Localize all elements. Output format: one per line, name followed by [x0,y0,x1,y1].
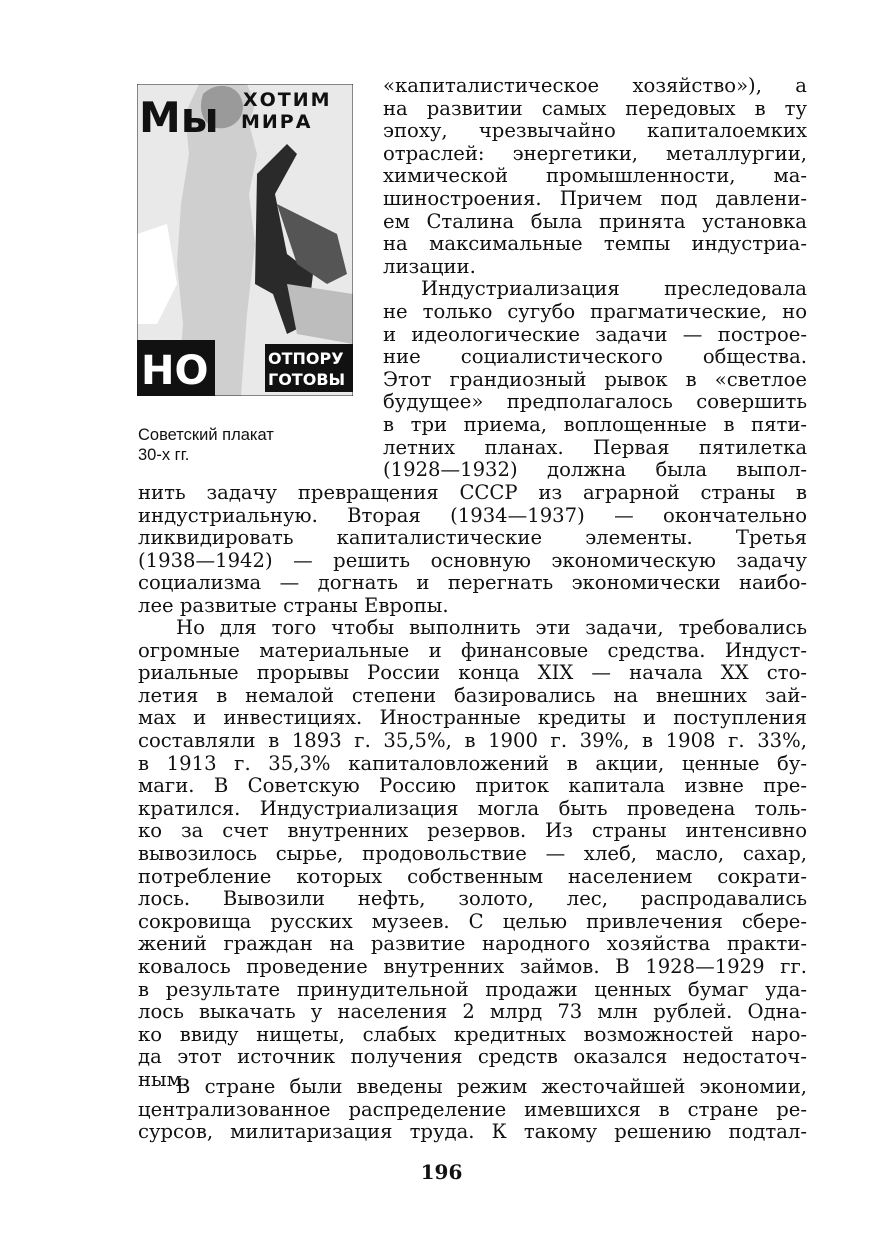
text-line: лизации. [383,255,476,278]
text-line: летних планах. Первая пятилетка [383,436,807,459]
full-width-text-3 [138,1076,807,1144]
text-line: не только сугубо прагматические, но [383,300,807,323]
text-line: Но для того чтобы выполнить эти задачи, требовались [176,617,807,639]
text-line: ко ввиду нищеты, слабых кредитных возможностей наро- [138,1023,807,1046]
text-line: сокровища русских музеев. С целью привлечения сбере- [138,910,807,933]
poster-text-my: Мы [139,93,219,142]
text-line: потребление которых собственным населением сократи- [138,865,807,888]
text-line: «капиталистическое хозяйство»), а [383,75,807,97]
text-line: ем Сталина была принята установка [383,210,807,233]
poster-text-gotovy: ГОТОВЫ [268,370,346,389]
text-line: ным. [138,1068,189,1091]
text-line: маги. В Советскую Россию приток капитала извне пре- [138,775,807,798]
text-line: ние социалистического общества. [383,346,807,369]
text-line: (1928—1932) должна была выпол- [383,459,807,482]
text-line: (1938—1942) — решить основную экономическую задачу [138,549,807,572]
text-line: Индустриализация преследовала [421,278,807,301]
text-line: эпоху, чрезвычайно капиталоемких [383,120,807,143]
text-line: составляли в 1893 г. 35,5%, в 1900 г. 39%, в 1908 г. 33%, [138,729,807,752]
poster-text-otporu: ОТПОРУ [268,349,344,368]
text-line: сурсов, милитаризация труда. К такому решению подтал- [138,1121,807,1144]
full-width-text-2 [138,617,807,1091]
text-line: шиностроения. Причем под давлени- [383,187,807,210]
text-line: лось. Вывозили нефть, золото, лес, распродавались [138,888,807,911]
text-line: лось выкачать у населения 2 млрд 73 млн рублей. Однa- [138,1001,807,1024]
text-line: химической промышленности, ма- [383,165,807,188]
caption-line-2: 30-х гг. [138,446,190,464]
text-line: кратился. Индустриализация могла быть проведена толь- [138,797,807,820]
text-line: и идеологические задачи — построе- [383,323,807,346]
text-line: нить задачу превращения СССР из аграрной страны в [138,482,807,504]
text-line: жений граждан на развитие народного хозяйства практи- [138,933,807,956]
text-line: летия в немалой степени базировались на внешних зай- [138,684,807,707]
text-line: в результате принудительной продажи ценных бумаг уда- [138,978,807,1001]
text-line: ликвидировать капиталистические элементы. Третья [138,527,807,550]
text-line: отраслей: энергетики, металлургии, [383,142,807,165]
text-line: риальные прорывы России конца XIX — начала XX сто- [138,662,807,685]
text-line: в 1913 г. 35,3% капиталовложений в акции, ценные бу- [138,752,807,775]
text-line: да этот источник получения средств оказался недостаточ- [138,1046,807,1069]
text-line: индустриальную. Вторая (1934—1937) — окончательно [138,504,807,527]
full-width-text-1 [138,482,807,618]
soviet-poster-image [137,84,353,396]
text-line: лее развитые страны Европы. [138,594,449,617]
text-line: Этот грандиозный рывок в «светлое [383,368,807,391]
caption-line-1: Советский плакат [138,426,274,444]
poster-text-mira: МИРА [241,111,313,133]
text-line: будущее» предполагалось совершить [383,391,807,414]
text-line: централизованное распределение имевшихся в стране ре- [138,1098,807,1121]
poster-caption [138,425,348,465]
text-line: В стране были введены режим жесточайшей экономии, [176,1076,807,1098]
poster-text-no: НО [141,348,209,394]
text-line: огромные материальные и финансовые средства. Индуст- [138,639,807,662]
text-line: на развитии самых передовых в ту [383,97,807,120]
text-line: социализма — догнать и перегнать экономически наибо- [138,572,807,595]
text-line: на максимальные темпы индустриа- [383,233,807,256]
text-line: ко за счет внутренних резервов. Из страны интенсивно [138,820,807,843]
page-number: 196 [420,1160,463,1184]
poster-text-khotim: ХОТИМ [243,89,332,111]
text-line: мах и инвестициях. Иностранные кредиты и поступления [138,707,807,730]
text-line: вывозилось сырье, продовольствие — хлеб, масло, сахар, [138,842,807,865]
text-line: ковалось проведение внутренних займов. В 1928—1929 гг. [138,955,807,978]
right-column-text [383,75,807,482]
text-line: в три приема, воплощенные в пяти- [383,413,807,436]
